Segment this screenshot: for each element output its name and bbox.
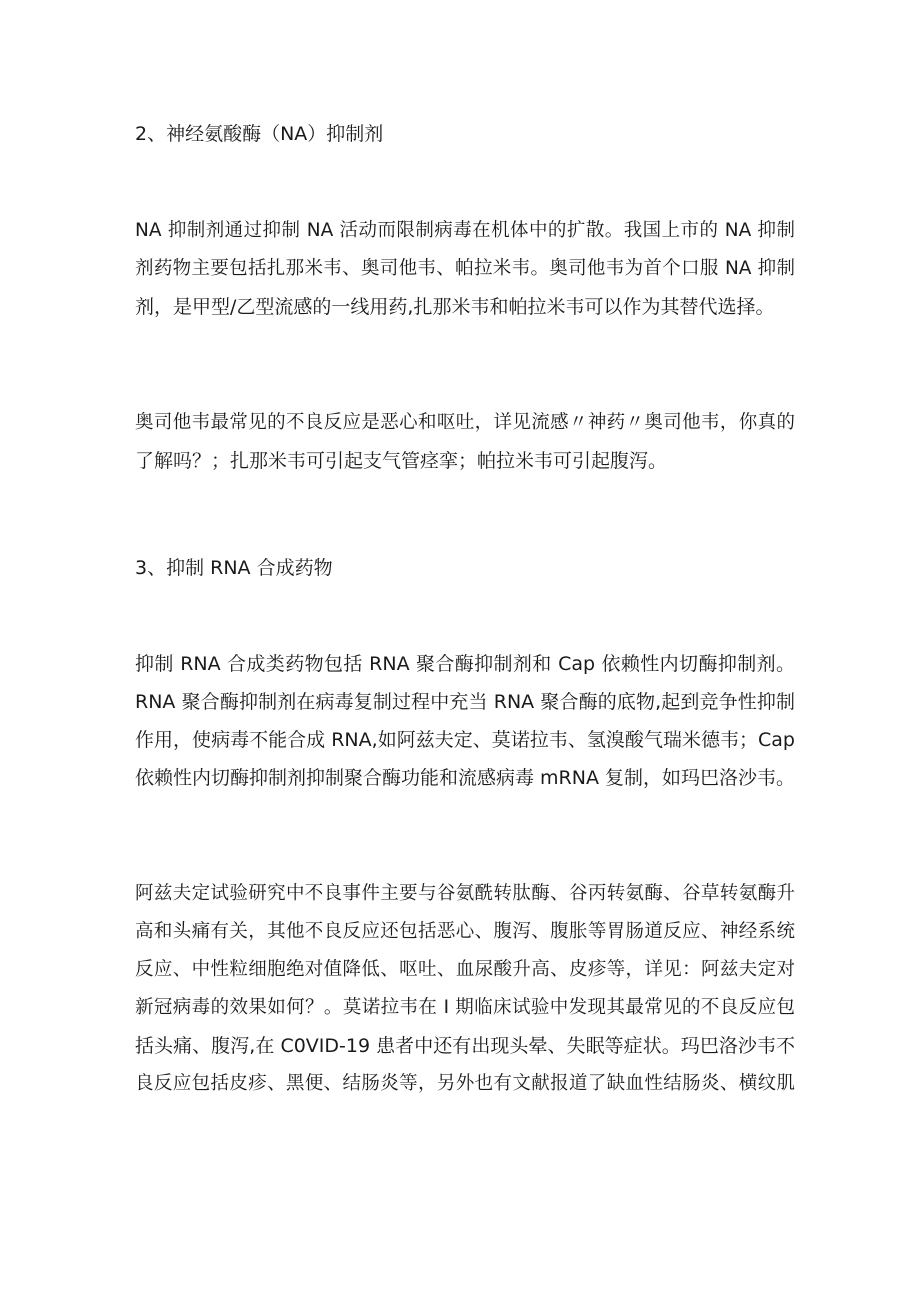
text-line: 剂，是甲型/乙型流感的一线用药,扎那米韦和帕拉米韦可以作为其替代选择。	[135, 296, 775, 318]
text-line: 依赖性内切酶抑制剂抑制聚合酶功能和流感病毒 mRNA 复制，如玛巴洛沙韦。	[135, 767, 796, 789]
paragraph-rna-adverse-reactions	[135, 875, 795, 1103]
paragraph-rna-overview	[135, 645, 795, 797]
text-line: 反应、中性粒细胞绝对值降低、呕吐、血尿酸升高、皮疹等，详见：阿兹夫定对	[135, 959, 795, 980]
text-line: 高和头痛有关，其他不良反应还包括恶心、腹泻、腹胀等胃肠道反应、神经系统	[135, 921, 795, 942]
text-line: RNA 聚合酶抑制剂在病毒复制过程中充当 RNA 聚合酶的底物,起到竞争性抑制	[135, 691, 795, 713]
text-line: NA 抑制剂通过抑制 NA 活动而限制病毒在机体中的扩散。我国上市的 NA 抑制	[135, 220, 795, 241]
text-line: 良反应包括皮疹、黑便、结肠炎等，另外也有文献报道了缺血性结肠炎、横纹肌	[135, 1073, 795, 1094]
text-line: 作用，使病毒不能合成 RNA,如阿兹夫定、莫诺拉韦、氢溴酸气瑞米德韦；Cap	[135, 729, 795, 751]
text-line: 新冠病毒的效果如何？。莫诺拉韦在 I 期临床试验中发现其最常见的不良反应包	[135, 997, 795, 1018]
text-line: 阿兹夫定试验研究中不良事件主要与谷氨酰转肽酶、谷丙转氨酶、谷草转氨酶升	[135, 883, 795, 904]
paragraph-na-adverse-reactions	[135, 404, 795, 480]
section-heading-rna-synthesis-inhibitors: 3、抑制 RNA 合成药物	[135, 557, 333, 579]
text-line: 括头痛、腹泻,在 C0VID-19 患者中还有出现头晕、失眠等症状。玛巴洛沙韦不	[135, 1035, 795, 1057]
text-line: 了解吗？；扎那米韦可引起支气管痉挛；帕拉米韦可引起腹泻。	[135, 450, 668, 472]
paragraph-na-overview	[135, 212, 795, 326]
section-heading-na-inhibitors: 2、神经氨酸酶（NA）抑制剂	[135, 123, 384, 145]
text-line: 抑制 RNA 合成类药物包括 RNA 聚合酶抑制剂和 Cap 依赖性内切酶抑制剂。	[135, 653, 795, 675]
text-line: 奥司他韦最常见的不良反应是恶心和呕吐，详见流感〃神药〃奥司他韦，你真的	[135, 412, 795, 433]
text-line: 剂药物主要包括扎那米韦、奥司他韦、帕拉米韦。奥司他韦为首个口服 NA 抑制	[135, 258, 795, 279]
